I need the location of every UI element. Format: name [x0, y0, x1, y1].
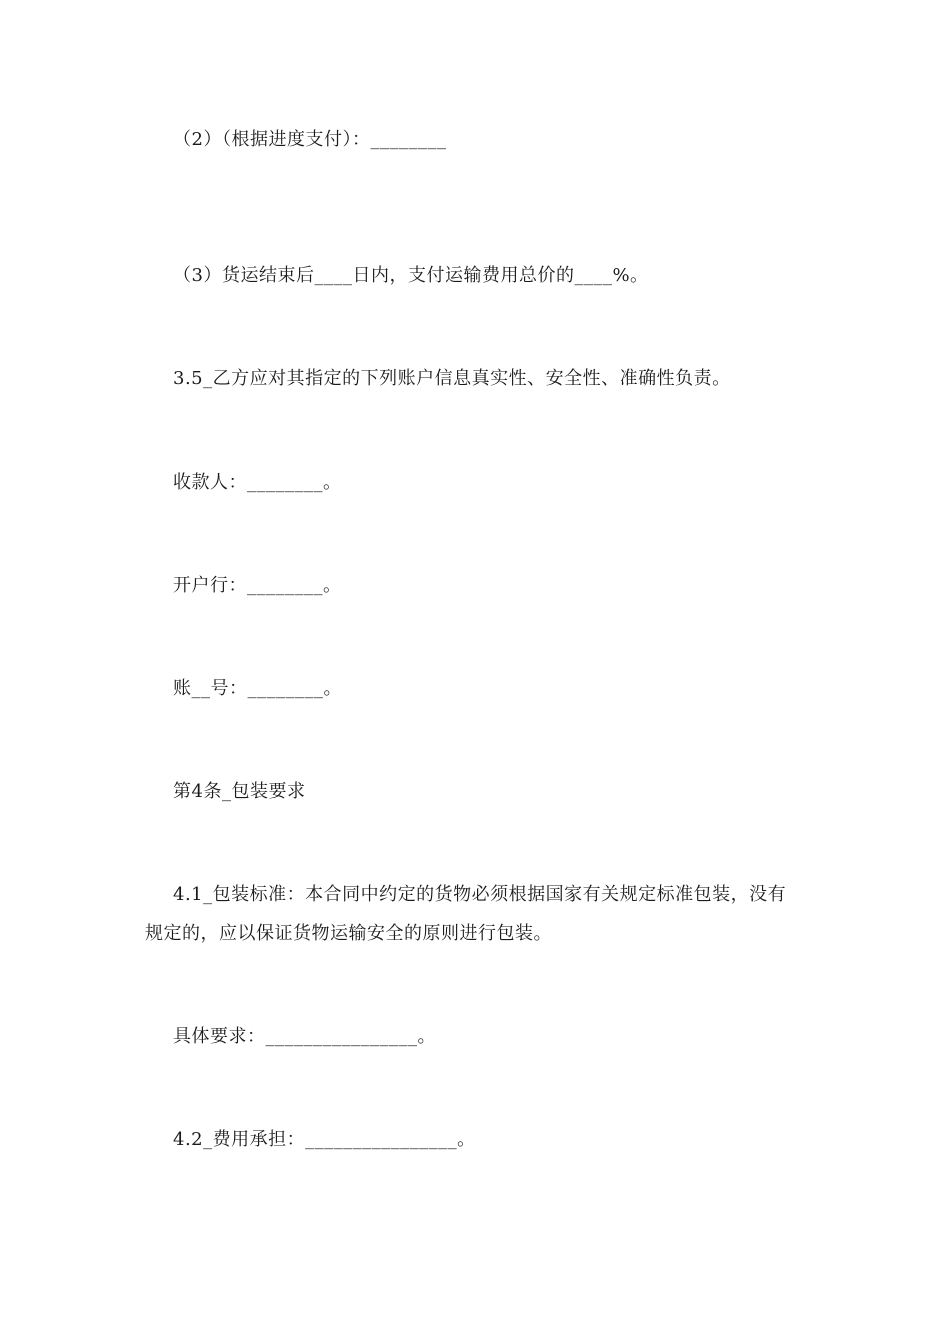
- specific-requirements-field: 具体要求：________________。: [173, 1026, 436, 1047]
- bank-field: 开户行：________。: [173, 575, 342, 596]
- payee-field: 收款人：________。: [173, 472, 342, 493]
- clause-4-2: 4.2_费用承担：________________。: [173, 1129, 476, 1150]
- payment-clause-2: （2）（根据进度支付）：________: [173, 129, 447, 150]
- payment-clause-3: （3）货运结束后____日内，支付运输费用总价的____%。: [173, 265, 649, 286]
- clause-4-1-line2: 规定的，应以保证货物运输安全的原则进行包装。: [145, 923, 552, 944]
- clause-3-5: 3.5_乙方应对其指定的下列账户信息真实性、安全性、准确性负责。: [173, 368, 731, 389]
- account-number-field: 账__号：________。: [173, 678, 342, 699]
- clause-4-1-line1: 4.1_包装标准：本合同中约定的货物必须根据国家有关规定标准包装，没有: [173, 884, 787, 905]
- section-4-heading: 第4条_包装要求: [173, 781, 306, 802]
